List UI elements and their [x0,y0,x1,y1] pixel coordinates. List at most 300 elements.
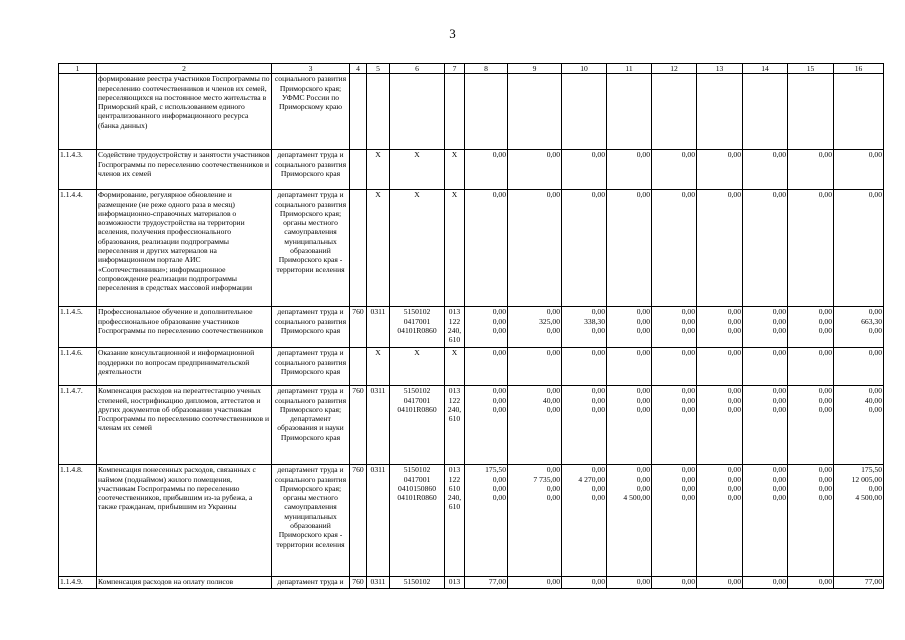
item-code-cell: 1.1.4.3. [59,150,97,190]
cell-value: 0,00 [546,483,560,493]
cell-value: 0,00 [772,150,786,160]
cell-value: 240, 610 [447,493,462,512]
cell-value: 0,00 [636,474,650,484]
item-code-cell: 1.1.4.8. [59,465,97,577]
cell-value: 0,00 [772,474,786,484]
cell-value: 0,00 [681,348,695,358]
amount-cell [562,74,607,150]
cell-value: 0,00 [772,395,786,405]
cell-value: 0,00 [727,386,741,396]
cell-value: 122 [448,395,461,405]
amount-cell [743,348,788,386]
cell-value: 0,00 [727,395,741,405]
cell-value: 0,00 [681,150,695,160]
amount-cell [834,307,884,348]
amount-cell [834,190,884,307]
cell-value: 0,00 [636,395,650,405]
cell-value: 0,00 [681,190,695,200]
amount-cell [508,307,562,348]
cell-value: 0,00 [591,190,605,200]
target-article-cell [390,386,445,465]
cell-value: 240, 610 [447,404,462,424]
target-article-cell [390,150,445,190]
cell-value: 0,00 [636,483,650,493]
amount-cell [465,150,508,190]
executor-cell: департамент труда и [272,577,350,589]
cell-value: 0,00 [492,348,506,358]
cell-value: 0,00 [818,493,832,503]
cell-value: 013 [448,307,461,317]
executor-cell: департамент труда и социального развития Приморского края; органы местного самоуправления муниципальных образований Приморского края - территории вселения [272,465,350,577]
cell-value: 0,00 [636,404,650,414]
amount-cell [607,190,652,307]
section-code-cell: Х [367,150,390,190]
column-header: 7 [445,64,465,74]
table-row [59,307,884,348]
cell-value: Х [451,348,458,358]
cell-value: 0,00 [492,493,506,503]
ministry-code-cell [350,190,367,307]
amount-cell [465,190,508,307]
cell-value: 0417001 [403,474,431,484]
amount-cell [508,465,562,577]
amount-cell [788,577,834,589]
cell-value: 175,50 [485,465,506,475]
ministry-code-cell: 760 [350,577,367,589]
cell-value: 0,00 [772,386,786,396]
cell-value: 0,00 [727,348,741,358]
expense-type-cell [445,150,465,190]
amount-cell [697,190,743,307]
cell-value: 0,00 [818,404,832,414]
cell-value: 240, 610 [447,325,462,345]
amount-cell [743,465,788,577]
ministry-code-cell: 760 [350,386,367,465]
amount-cell [562,386,607,465]
column-header: 16 [834,64,884,74]
cell-value: 0,00 [492,395,506,405]
ministry-code-cell [350,74,367,150]
cell-value: 0,00 [492,316,506,326]
item-code-cell: 1.1.4.5. [59,307,97,348]
item-code-cell: 1.1.4.7. [59,386,97,465]
amount-cell [834,150,884,190]
cell-value: 4 500,00 [855,493,882,503]
cell-value: 40,00 [542,395,560,405]
cell-value: 0,00 [492,307,506,317]
cell-value: 0,00 [727,474,741,484]
cell-value: 0,00 [681,307,695,317]
amount-cell [697,577,743,589]
amount-cell [562,348,607,386]
cell-value: 0410150860 [398,483,436,493]
executor-cell: департамент труда и социального развития Приморского края [272,150,350,190]
cell-value: 0,00 [546,307,560,317]
table-row [59,74,884,150]
cell-value: 0,00 [818,395,832,405]
cell-value: 0,00 [727,465,741,475]
section-code-cell: 0311 [367,386,390,465]
cell-value: 0,00 [681,316,695,326]
cell-value: 0,00 [492,325,506,335]
amount-cell [508,150,562,190]
cell-value: 5150102 [403,386,431,396]
ministry-code-cell [350,150,367,190]
amount-cell [607,150,652,190]
cell-value: 5150102 [403,465,431,475]
target-article-cell [390,348,445,386]
item-name-cell: Оказание консультационной и информационной поддержки по вопросам предпринимательской деятельности [97,348,272,386]
cell-value: 0,00 [546,404,560,414]
amount-cell [652,348,697,386]
cell-value: 0,00 [772,483,786,493]
table-row [59,190,884,307]
amount-cell [607,348,652,386]
cell-value: 12 005,00 [851,474,882,484]
cell-value: 0,00 [681,404,695,414]
item-code-cell: 1.1.4.9. [59,577,97,589]
cell-value: 0,00 [772,190,786,200]
cell-value: 0,00 [727,493,741,503]
section-code-cell: 0311 [367,465,390,577]
cell-value: 0,00 [636,316,650,326]
cell-value: 0417001 [403,395,431,405]
cell-value: Х [414,190,420,200]
cell-value: 4 500,00 [623,493,650,503]
cell-value: 04101R0860 [397,325,437,335]
cell-value: 0,00 [818,150,832,160]
amount-cell [508,190,562,307]
cell-value: 0,00 [681,395,695,405]
amount-cell [652,74,697,150]
cell-value: 0,00 [546,465,560,475]
cell-value: 0,00 [636,150,650,160]
amount-cell [788,465,834,577]
cell-value: 175,50 [861,465,882,475]
table-row [59,577,884,589]
cell-value: 0,00 [868,190,882,200]
cell-value: 0,00 [636,577,650,587]
cell-value: 122 [448,474,461,484]
section-code-cell: Х [367,190,390,307]
cell-value: 0,00 [492,404,506,414]
cell-value: 0,00 [492,190,506,200]
cell-value: 0,00 [591,348,605,358]
amount-cell [788,386,834,465]
cell-value: 0,00 [636,386,650,396]
amount-cell [607,465,652,577]
cell-value: 0,00 [727,483,741,493]
cell-value: Х [451,190,458,200]
cell-value: 0,00 [546,348,560,358]
amount-cell [652,307,697,348]
header-row [59,64,884,74]
cell-value: 0,00 [546,386,560,396]
cell-value: 77,00 [488,577,506,587]
cell-value: 0,00 [546,577,560,587]
ministry-code-cell: 760 [350,465,367,577]
cell-value: 0,00 [546,190,560,200]
cell-value: 0,00 [681,325,695,335]
cell-value: 0,00 [772,316,786,326]
cell-value: 4 270,00 [578,474,605,484]
cell-value: 0,00 [772,493,786,503]
column-header: 3 [272,64,350,74]
cell-value: 0,00 [591,325,605,335]
cell-value: 0,00 [818,316,832,326]
amount-cell [834,577,884,589]
amount-cell [834,74,884,150]
column-header: 13 [697,64,743,74]
cell-value: 0,00 [492,386,506,396]
target-article-cell [390,577,445,589]
amount-cell [743,150,788,190]
cell-value: 338,30 [584,316,605,326]
cell-value: 0,00 [591,577,605,587]
amount-cell [788,307,834,348]
amount-cell [697,348,743,386]
cell-value: 0417001 [403,316,431,326]
ministry-code-cell [350,348,367,386]
cell-value: 0,00 [868,325,882,335]
amount-cell [652,386,697,465]
cell-value: 0,00 [681,474,695,484]
item-code-cell: 1.1.4.4. [59,190,97,307]
expense-type-cell [445,386,465,465]
cell-value: 0,00 [727,190,741,200]
cell-value: 0,00 [492,474,506,484]
column-header: 9 [508,64,562,74]
amount-cell [697,307,743,348]
cell-value: 0,00 [727,404,741,414]
amount-cell [652,577,697,589]
cell-value: 0,00 [818,325,832,335]
cell-value: 0,00 [772,404,786,414]
expense-type-cell [445,348,465,386]
cell-value: 0,00 [591,465,605,475]
cell-value: 0,00 [772,577,786,587]
cell-value: Х [414,348,420,358]
executor-cell: департамент труда и социального развития Приморского края [272,348,350,386]
cell-value: 5150102 [403,577,431,587]
expense-type-cell [445,74,465,150]
cell-value: 5150102 [403,307,431,317]
section-code-cell: Х [367,348,390,386]
executor-cell: социального развития Приморского края; УФМС России по Приморскому краю [272,74,350,150]
page-number: 3 [449,26,456,41]
cell-value: 0,00 [681,493,695,503]
cell-value: Х [414,150,420,160]
cell-value: 013 [448,577,461,587]
target-article-cell [390,190,445,307]
expense-type-cell [445,307,465,348]
amount-cell [697,386,743,465]
table-row [59,386,884,465]
cell-value: 0,00 [727,150,741,160]
table-row [59,150,884,190]
item-name-cell: Профессиональное обучение и дополнительное профессиональное образование участников Госпрограммы по переселению соотечественников [97,307,272,348]
amount-cell [465,307,508,348]
executor-cell: департамент труда и социального развития Приморского края [272,307,350,348]
item-name-cell: Компенсация расходов на оплату полисов [97,577,272,589]
cell-value: 0,00 [546,325,560,335]
cell-value: 0,00 [636,465,650,475]
cell-value: 0,00 [591,386,605,396]
item-code-cell: 1.1.4.6. [59,348,97,386]
cell-value: 325,00 [539,316,560,326]
cell-value: 0,00 [591,404,605,414]
amount-cell [562,465,607,577]
section-code-cell: 0311 [367,577,390,589]
amount-cell [508,74,562,150]
amount-cell [508,386,562,465]
item-code-cell [59,74,97,150]
amount-cell [465,348,508,386]
amount-cell [788,150,834,190]
item-name-cell: Содействие трудоустройству и занятости участников Госпрограммы по переселению соотечественников и членов их семей [97,150,272,190]
cell-value: 0,00 [492,150,506,160]
executor-cell: департамент труда и социального развития Приморского края; департамент образования и науки Приморского края [272,386,350,465]
amount-cell [607,386,652,465]
cell-value: 0,00 [636,348,650,358]
amount-cell [465,465,508,577]
amount-cell [508,348,562,386]
amount-cell [743,190,788,307]
column-header: 1 [59,64,97,74]
amount-cell [697,74,743,150]
cell-value: 0,00 [591,395,605,405]
cell-value: 0,00 [727,316,741,326]
amount-cell [562,190,607,307]
cell-value: 0,00 [727,577,741,587]
executor-cell: департамент труда и социального развития Приморского края; органы местного самоуправления муниципальных образований Приморского края - территории вселения [272,190,350,307]
amount-cell [562,150,607,190]
amount-cell [607,577,652,589]
column-header: 12 [652,64,697,74]
cell-value: 013 [448,386,461,396]
column-header: 6 [390,64,445,74]
cell-value: 7 735,00 [533,474,560,484]
column-header: 4 [350,64,367,74]
column-header: 14 [743,64,788,74]
column-header: 2 [97,64,272,74]
cell-value: 0,00 [591,150,605,160]
cell-value: 0,00 [636,307,650,317]
amount-cell [652,150,697,190]
amount-cell [607,307,652,348]
cell-value: 0,00 [492,483,506,493]
cell-value: 0,00 [868,348,882,358]
target-article-cell [390,74,445,150]
amount-cell [465,74,508,150]
amount-cell [743,386,788,465]
amount-cell [743,307,788,348]
cell-value: 0,00 [681,386,695,396]
cell-value: 013 [448,465,461,475]
cell-value: 0,00 [818,483,832,493]
column-header: 8 [465,64,508,74]
amount-cell [465,577,508,589]
cell-value: 0,00 [772,465,786,475]
cell-value: 0,00 [681,483,695,493]
cell-value: 0,00 [636,325,650,335]
amount-cell [652,190,697,307]
amount-cell [607,74,652,150]
cell-value: 04101R0860 [397,404,437,414]
cell-value: 0,00 [591,493,605,503]
amount-cell [788,190,834,307]
budget-table [58,63,884,589]
amount-cell [788,74,834,150]
expense-type-cell [445,190,465,307]
cell-value: 0,00 [868,404,882,414]
column-header: 11 [607,64,652,74]
cell-value: 0,00 [772,325,786,335]
amount-cell [834,386,884,465]
cell-value: 0,00 [727,325,741,335]
item-name-cell: Компенсация расходов на переаттестацию ученых степеней, нострификацию дипломов, аттестатов и других документов об образовании участникам Госпрограммы по переселению соотечественников и членам их семей [97,386,272,465]
amount-cell [562,577,607,589]
cell-value: Х [451,150,458,160]
cell-value: 0,00 [591,307,605,317]
cell-value: 0,00 [681,577,695,587]
cell-value: 0,00 [818,307,832,317]
amount-cell [834,465,884,577]
cell-value: 0,00 [772,348,786,358]
target-article-cell [390,465,445,577]
item-name-cell: Компенсация понесенных расходов, связанных с наймом (поднаймом) жилого помещения, участникам Госпрограммы по переселению соотечественников, прибывшим из-за рубежа, а также гражданам, прибывшим из Украины [97,465,272,577]
cell-value: 0,00 [546,150,560,160]
amount-cell [697,150,743,190]
expense-type-cell [445,577,465,589]
amount-cell [562,307,607,348]
amount-cell [697,465,743,577]
cell-value: 0,00 [681,465,695,475]
cell-value: 0,00 [868,386,882,396]
amount-cell [834,348,884,386]
cell-value: 0,00 [868,483,882,493]
cell-value: 0,00 [818,190,832,200]
cell-value: 0,00 [546,493,560,503]
table-row [59,348,884,386]
cell-value: 0,00 [818,465,832,475]
amount-cell [743,577,788,589]
column-header: 15 [788,64,834,74]
amount-cell [508,577,562,589]
cell-value: 77,00 [864,577,882,587]
section-code-cell [367,74,390,150]
expense-type-cell [445,465,465,577]
section-code-cell: 0311 [367,307,390,348]
cell-value: 0,00 [727,307,741,317]
item-name-cell: Формирование, регулярное обновление и размещение (не реже одного раза в месяц) информационно-справочных материалов о возможности трудоустройства на территории вселения, получения профессионального образования, реализации подпрограммы переселения и других материалов на информационном портале АИС «Соотечественники»; информационное сопровождение реализации подпрограммы переселения в средствах массовой информации [97,190,272,307]
cell-value: 0,00 [591,483,605,493]
cell-value: 0,00 [636,190,650,200]
cell-value: 122 [448,316,461,326]
cell-value: 610 [448,483,461,493]
amount-cell [652,465,697,577]
cell-value: 0,00 [868,307,882,317]
cell-value: 0,00 [818,386,832,396]
amount-cell [743,74,788,150]
cell-value: 40,00 [864,395,882,405]
target-article-cell [390,307,445,348]
cell-value: 0,00 [772,307,786,317]
amount-cell [788,348,834,386]
cell-value: 04101R0860 [397,493,437,503]
item-name-cell: формирование реестра участников Госпрограммы по переселению соотечественников и членов их семей, переселяющихся на постоянное место жительства в Приморский край, с использованием единого централизованного информационного ресурса (банка данных) [97,74,272,150]
cell-value: 663,30 [861,316,882,326]
